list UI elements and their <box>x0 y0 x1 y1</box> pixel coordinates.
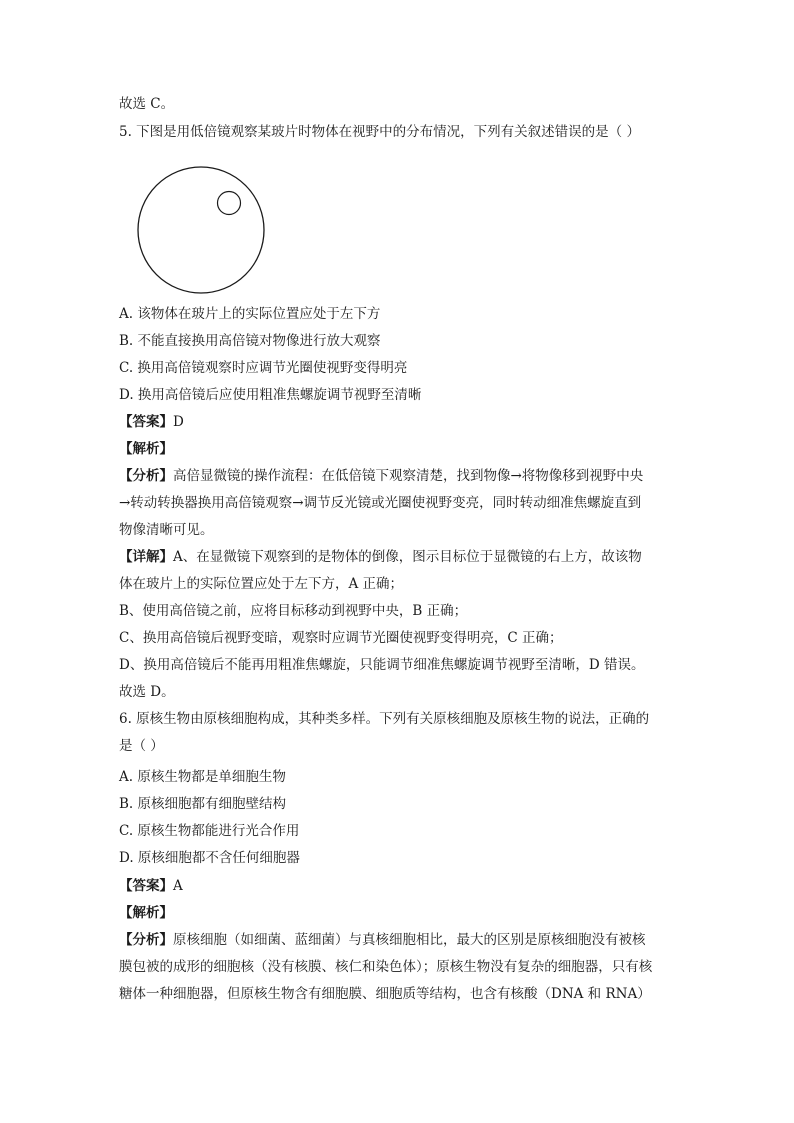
q6-option-b: B. 原核细胞都有细胞壁结构 <box>119 796 287 812</box>
q5-option-a: A. 该物体在玻片上的实际位置应处于左下方 <box>119 306 381 322</box>
q6-option-d: D. 原核细胞都不含任何细胞器 <box>119 850 300 866</box>
q5-fenxi-tag: 【分析】 <box>119 468 173 484</box>
q6-fenxi-1 <box>119 931 646 949</box>
q6-fenxi-tag: 【分析】 <box>119 932 173 948</box>
q6-analysis-heading: 【解析】 <box>119 905 173 921</box>
q5-answer <box>119 413 184 431</box>
microscope-field-figure <box>132 160 272 298</box>
question-6-stem-2: 是（ ） <box>119 738 164 754</box>
q5-fenxi-2: →转动转换器换用高倍镜观察→调节反光镜或光圈使视野变亮，同时转动细准焦螺旋直到 <box>119 495 642 511</box>
q5-xiangjie-4: C、换用高倍镜后视野变暗，观察时应调节光圈使视野变得明亮，C 正确； <box>119 630 563 646</box>
q6-answer <box>119 877 183 895</box>
q5-option-b: B. 不能直接换用高倍镜对物像进行放大观察 <box>119 333 381 349</box>
object-circle <box>218 192 241 215</box>
question-5-stem: 5. 下图是用低倍镜观察某玻片时物体在视野中的分布情况，下列有关叙述错误的是（ ） <box>119 124 640 140</box>
q5-answer-value: D <box>173 414 184 430</box>
q5-analysis-heading: 【解析】 <box>119 441 173 457</box>
question-6-stem-1: 6. 原核生物由原核细胞构成，其种类多样。下列有关原核细胞及原核生物的说法，正确的 <box>119 711 650 727</box>
q5-xiangjie-3: B、使用高倍镜之前，应将目标移动到视野中央，B 正确； <box>119 603 468 619</box>
q5-xiangjie-5: D、换用高倍镜后不能再用粗准焦螺旋，只能调节细准焦螺旋调节视野至清晰，D 错误。 <box>119 657 645 673</box>
q5-answer-tag: 【答案】 <box>119 414 173 430</box>
q6-fenxi-3: 糖体一种细胞器，但原核生物含有细胞膜、细胞质等结构，也含有核酸（DNA 和 RNA） <box>119 986 651 1002</box>
q5-xiangjie-text: A、在显微镜下观察到的是物体的倒像，图示目标位于显微镜的右上方，故该物 <box>173 549 642 565</box>
q6-answer-value: A <box>173 878 183 894</box>
prev-conclusion: 故选 C。 <box>119 96 175 112</box>
q5-option-d: D. 换用高倍镜后应使用粗准焦螺旋调节视野至清晰 <box>119 387 422 403</box>
q6-fenxi-text: 原核细胞（如细菌、蓝细菌）与真核细胞相比，最大的区别是原核细胞没有被核 <box>173 932 646 948</box>
field-of-view-circle <box>138 167 264 293</box>
q5-option-c: C. 换用高倍镜观察时应调节光圈使视野变得明亮 <box>119 360 408 376</box>
q6-fenxi-2: 膜包被的成形的细胞核（没有核膜、核仁和染色体）；原核生物没有复杂的细胞器，只有核 <box>119 959 653 975</box>
q6-answer-tag: 【答案】 <box>119 878 173 894</box>
q6-option-c: C. 原核生物都能进行光合作用 <box>119 823 300 839</box>
q5-xiangjie-2: 体在玻片上的实际位置应处于左下方，A 正确； <box>119 576 404 592</box>
q5-xiangjie-1 <box>119 548 642 566</box>
q5-fenxi-1 <box>119 467 643 485</box>
q5-xiangjie-tag: 【详解】 <box>119 549 173 565</box>
q5-fenxi-3: 物像清晰可见。 <box>119 522 214 538</box>
q6-option-a: A. 原核生物都是单细胞生物 <box>119 769 286 785</box>
q5-conclusion: 故选 D。 <box>119 684 175 700</box>
q5-fenxi-text: 高倍显微镜的操作流程：在低倍镜下观察清楚，找到物像→将物像移到视野中央 <box>173 468 644 484</box>
